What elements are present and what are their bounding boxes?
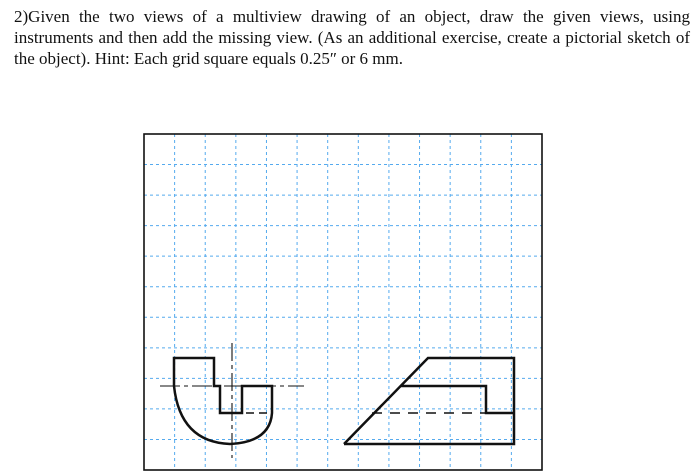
front-view xyxy=(160,343,304,458)
grid-lines xyxy=(144,134,542,470)
front-view-outline xyxy=(174,358,272,444)
problem-statement: 2)Given the two views of a multiview drawing of an object, draw the given views, using instruments and then add the missing view. (As an additional exercise, create a pictorial sketch of the object). Hint: Each grid square equals 0.25″ or 6 mm. xyxy=(14,7,690,68)
side-view xyxy=(344,358,514,444)
side-view-outline xyxy=(344,358,514,444)
drawing-frame xyxy=(144,134,542,470)
